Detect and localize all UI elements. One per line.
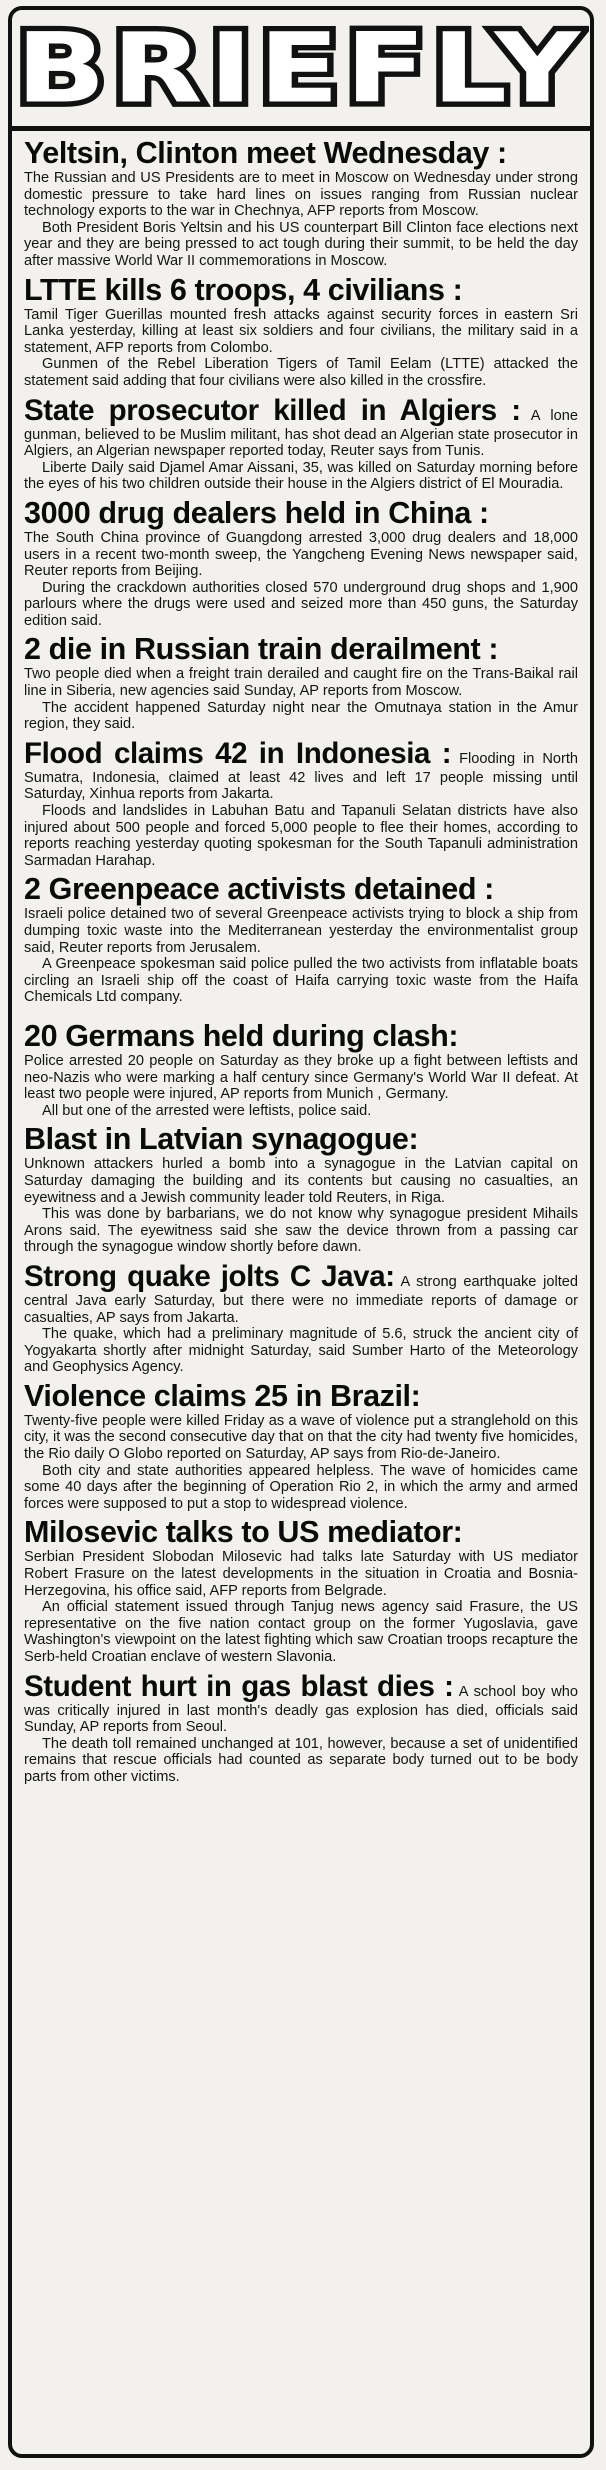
paragraph: The death toll remained unchanged at 101, however, because a set of unidentified remains that rescue officials had counted as separate body turned out to be body parts from other victims. (24, 1735, 578, 1785)
headline: Blast in Latvian synagogue: (24, 1122, 419, 1157)
masthead (12, 10, 590, 131)
paragraph: Gunmen of the Rebel Liberation Tigers of Tamil Eelam (LTTE) attacked the statement said adding that four civilians were also killed in the crossfire. (24, 356, 578, 389)
headline: Milosevic talks to US mediator: (24, 1515, 463, 1550)
story-body (24, 394, 578, 493)
paragraph: Tamil Tiger Guerillas mounted fresh attacks against security forces in eastern Sri Lanka yesterday, killing at least six soldiers and four civilians, the military said in a statement, AFP reports from Colombo. (24, 306, 578, 356)
headline: Violence claims 25 in Brazil: (24, 1378, 421, 1413)
headline: 2 Greenpeace activists detained : (24, 872, 494, 907)
paragraph: Unknown attackers hurled a bomb into a synagogue in the Latvian capital on Saturday damaging the building and its contents but causing no casualties, an eyewitness and a Jewish community leader told Reuters, in Riga. (24, 1156, 578, 1206)
headline: 2 die in Russian train derailment : (24, 632, 499, 667)
paragraph: A Greenpeace spokesman said police pulled the two activists from inflatable boats circling an Israeli ship off the coast of Haifa carrying toxic waste from the Haifa Chemicals Ltd company. (24, 956, 578, 1006)
story-body (24, 1549, 578, 1665)
headline: Yeltsin, Clinton meet Wednesday : (24, 136, 507, 170)
paragraph: Both city and state authorities appeared helpless. The wave of homicides came some 40 days after the beginning of Operation Rio 2, in which the army and armed forces were supposed to put a stop to widespread violence. (24, 1462, 578, 1512)
story-brazil-violence (24, 1380, 578, 1513)
masthead-title: BRIEFLY (15, 11, 587, 125)
headline: Strong quake jolts C Java: (24, 1259, 395, 1293)
story-body (24, 1260, 578, 1376)
story-germans-clash (24, 1020, 578, 1119)
story-milosevic (24, 1516, 578, 1665)
paragraph: Two people died when a freight train derailed and caught fire on the Trans-Baikal rail line in Siberia, new agencies said Sunday, AP reports from Moscow. (24, 666, 578, 700)
paragraph: During the crackdown authorities closed 570 underground drug shops and 1,900 parlours where the drugs were used and seized more than 450 guns, the Saturday edition said. (24, 579, 578, 629)
story-body (24, 1670, 578, 1786)
headline: LTTE kills 6 troops, 4 civilians : (24, 272, 463, 307)
story-russian-train (24, 633, 578, 732)
paragraph: Both President Boris Yeltsin and his US counterpart Bill Clinton face elections next year and they are being pressed to act tough during their summit, to be held the day after massive World War II commemorations in Moscow. (24, 219, 578, 269)
paragraph: Floods and landslides in Labuhan Batu and Tapanuli Selatan districts have also injured about 500 people and forced 5,000 people to flee their homes, according to reports reaching yesterday quoting spokesman for the South Tapanuli administration Sarmadan Harahap. (24, 803, 578, 869)
paragraph: Liberte Daily said Djamel Amar Aissani, 35, was killed on Saturday morning before the eyes of his two children outside their house in the Algiers district of El Mouradia. (24, 459, 578, 493)
story-body (24, 1413, 578, 1513)
paragraph: An official statement issued through Tanjug news agency said Frasure, the US representative on the five nation contact group on the former Yugoslavia, gave Washington's viewpoint on the latest fighting which saw Croatian troops recapture the Serb-held Croatian enclave of western Slavonia. (24, 1599, 578, 1665)
paragraph: Israeli police detained two of several Greenpeace activists trying to block a ship from dumping toxic waste into the Mediterranean yesterday the environmentalist group said, Reuter reports from Jerusalem. (24, 906, 578, 956)
paragraph: The quake, which had a preliminary magnitude of 5.6, struck the ancient city of Yogyakarta shortly after midnight Saturday, said Sumber Harto of the Meteorology and Geophysics Agency. (24, 1326, 578, 1376)
paragraph: Twenty-five people were killed Friday as a wave of violence put a stranglehold on this city, it was the second consecutive day that on that the city had twenty five homicides, the Rio daily O Globo reported on Saturday, AP says from Rio-de-Janeiro. (24, 1412, 578, 1463)
lead-text: A lone gunman, believed to be Muslim militant, has shot dead an Algerian state prosecutor in Algiers, an Algerian newspaper reported today, Reuter says from Tunis. (24, 407, 579, 460)
story-body (24, 170, 578, 270)
headline: Student hurt in gas blast dies : (24, 1669, 454, 1703)
story-body (24, 530, 578, 630)
lead-text: Flooding in North Sumatra, Indonesia, claimed at least 42 lives and left 17 people missing until Saturday, Xinhua reports from Jakarta. (24, 750, 579, 803)
paragraph: The accident happened Saturday night near the Omutnaya station in the Amur region, they said. (24, 699, 578, 733)
story-china-drugs (24, 497, 578, 630)
story-body (24, 906, 578, 1006)
headline: Flood claims 42 in Indonesia : (24, 736, 452, 770)
story-algiers (24, 394, 578, 493)
paragraph: The South China province of Guangdong arrested 3,000 drug dealers and 18,000 users in a recent two-month sweep, the Yangcheng Evening News newspaper said, Reuter reports from Beijing. (24, 529, 578, 580)
headline: State prosecutor killed in Algiers : (24, 393, 521, 427)
lead-text: A school boy who was critically injured in last month's deadly gas explosion has died, officials said Sunday, AP reports from Seoul. (24, 1683, 578, 1736)
paragraph: This was done by barbarians, we do not know why synagogue president Mihails Arons said. The eyewitness said she saw the device thrown from a passing car through the synagogue window shortly before dawn. (24, 1206, 578, 1256)
story-gas-blast (24, 1670, 578, 1786)
lead-text: A strong earthquake jolted central Java early Saturday, but there were no immediate reports of damage or casualties, AP says from Jakarta. (24, 1273, 578, 1326)
story-latvian-synagogue (24, 1123, 578, 1256)
paragraph: Police arrested 20 people on Saturday as they broke up a fight between leftists and neo-Nazis who were marking a half century since Germany's World War II defeat. At least two people were injured, AP reports from Munich , Germany. (24, 1052, 578, 1103)
story-body (24, 307, 578, 390)
headline: 3000 drug dealers held in China : (24, 495, 489, 530)
story-indonesia-flood (24, 737, 578, 870)
briefly-column (8, 6, 594, 2458)
headline: 20 Germans held during clash: (24, 1018, 459, 1053)
paragraph: Serbian President Slobodan Milosevic had talks late Saturday with US mediator Robert Frasure on the latest developments in the situation in Croatia and Bosnia- Herzegovina, his office said, AFP reports from Belgrade. (24, 1549, 578, 1599)
story-body (24, 1053, 578, 1119)
story-body (24, 666, 578, 732)
story-java-quake (24, 1260, 578, 1376)
story-yeltsin-clinton (24, 137, 578, 270)
story-ltte (24, 274, 578, 390)
story-greenpeace (24, 873, 578, 1006)
paragraph: The Russian and US Presidents are to meet in Moscow on Wednesday under strong domestic pressure to take hard lines on issues ranging from Russian nuclear technology exports to the war in Chechnya, AFP reports from Moscow. (24, 170, 578, 220)
paragraph: All but one of the arrested were leftists, police said. (42, 1102, 372, 1119)
story-body (24, 737, 578, 870)
story-body (24, 1156, 578, 1256)
